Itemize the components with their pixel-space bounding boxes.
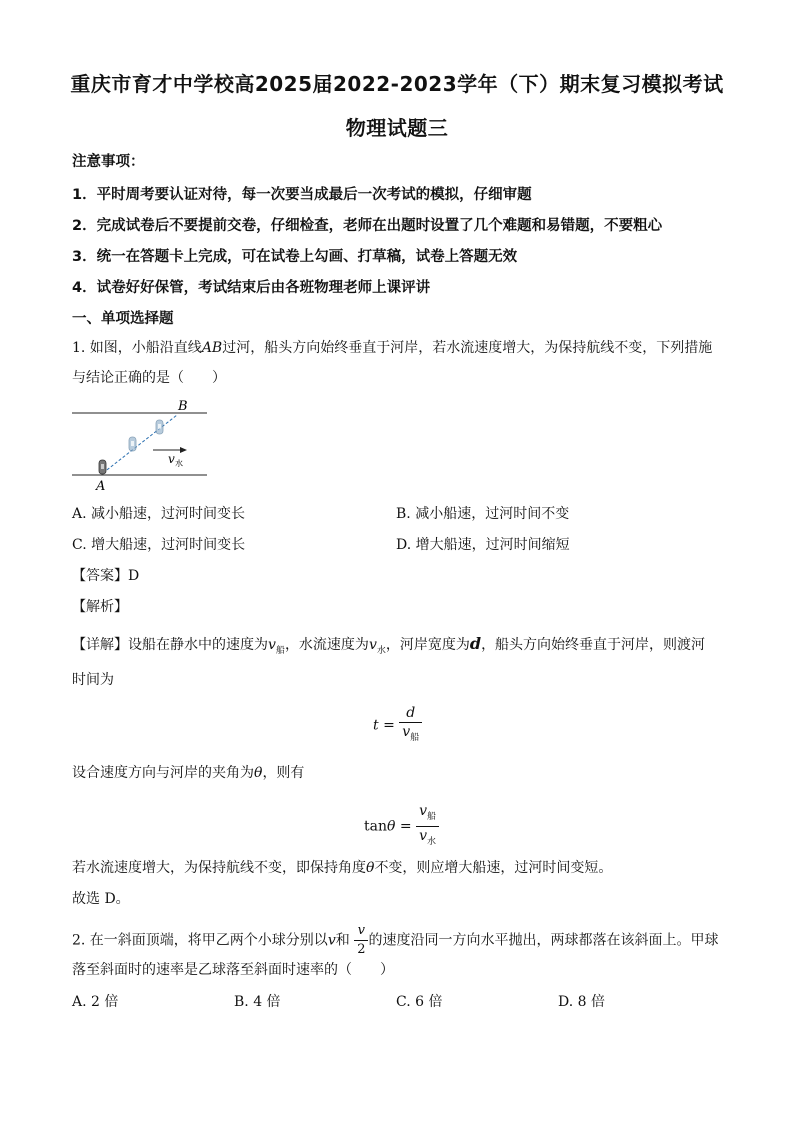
q1-option-b[interactable]: B. 减小船速，过河时间不变: [396, 506, 570, 522]
equation-tan: tanθ = $\frac{v_船}{v_水}$: [364, 802, 439, 851]
q1-choose: 故选 D。: [72, 891, 130, 907]
q1-angle-line: 设合速度方向与河岸的夹角为θ，则有: [72, 765, 305, 781]
q2-option-c[interactable]: C. 6 倍: [396, 994, 443, 1010]
q1-option-c[interactable]: C. 增大船速，过河时间变长: [72, 537, 246, 553]
q1-figure: [70, 393, 215, 493]
v-water-subscript: 水: [175, 459, 183, 468]
equation-time: t = $\frac{d}{v_船}$: [373, 704, 422, 747]
q2-stem-line1: 2. 在一斜面顶端，将甲乙两个小球分别以v和 $\frac{v}{2}$ 的速度沿同一方向水平抛出，两球都落在该斜面上。甲球: [72, 923, 719, 957]
point-b-label: B: [178, 399, 188, 414]
section-heading: 一、单项选择题: [72, 311, 174, 327]
q1-answer: 【答案】D: [72, 568, 140, 584]
note-item-3: 3．统一在答题卡上完成，可在试卷上勾画、打草稿，试卷上答题无效: [72, 249, 518, 265]
q1-analysis-tag: 【解析】: [72, 599, 128, 615]
arrowhead-icon: [180, 447, 187, 453]
q2-option-a[interactable]: A. 2 倍: [72, 994, 119, 1010]
q1-stem-line1: 1. 如图，小船沿直线AB过河，船头方向始终垂直于河岸，若水流速度增大，为保持航线不变，下列措施: [72, 340, 713, 356]
note-item-1: 1．平时周考要认证对待，每一次要当成最后一次考试的模拟，仔细审题: [72, 187, 532, 203]
q1-detail-line1: 【详解】设船在静水中的速度为$v_船$，水流速度为$v_水$，河岸宽度为d，船头方向始终垂直于河岸，则渡河: [72, 634, 706, 656]
q2-option-d[interactable]: D. 8 倍: [558, 994, 605, 1010]
boat-icon-top: [156, 420, 163, 434]
q1-stem-line2: 与结论正确的是（ ）: [72, 370, 226, 386]
boat-icon-a: [99, 460, 106, 474]
point-a-label: A: [96, 479, 106, 493]
note-item-2: 2．完成试卷后不要提前交卷，仔细检查，老师在出题时设置了几个难题和易错题，不要粗心: [72, 218, 663, 234]
note-item-4: 4．试卷好好保管，考试结束后由各班物理老师上课评讲: [72, 280, 431, 296]
q2-option-b[interactable]: B. 4 倍: [234, 994, 281, 1010]
boat-icon-mid: [129, 437, 136, 451]
q1-option-a[interactable]: A. 减小船速，过河时间变长: [72, 506, 246, 522]
q1-option-d[interactable]: D. 增大船速，过河时间缩短: [396, 537, 570, 553]
page-subtitle: 物理试题三: [345, 116, 449, 140]
v-water-label: v: [168, 452, 175, 466]
q1-detail-line2: 时间为: [72, 672, 114, 688]
boat-path-line: [103, 415, 177, 473]
notes-heading: 注意事项：: [72, 154, 145, 170]
page-title: 重庆市育才中学校高2025届2022-2023学年（下）期末复习模拟考试: [70, 72, 724, 96]
q2-stem-line2: 落至斜面时的速率是乙球落至斜面时速率的（ ）: [72, 962, 394, 978]
q1-conclusion: 若水流速度增大，为保持航线不变，即保持角度θ不变，则应增大船速，过河时间变短。: [72, 860, 613, 876]
